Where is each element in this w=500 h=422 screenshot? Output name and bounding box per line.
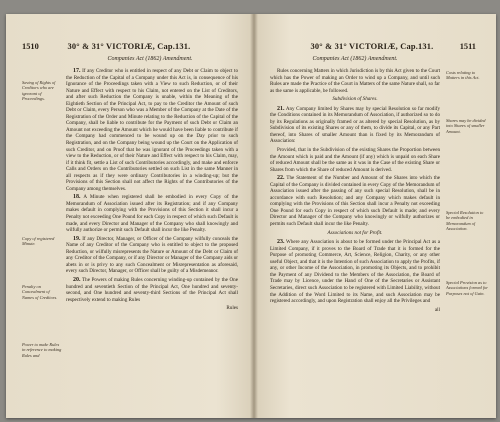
section-18: 18. A Minute when registered shall be embodied in every Copy of the Memorandum of Association issued after its Registration; and if any Company makes default in complying with the Provisions of this Section it shall incur a Penalty not exceeding One Pound for each Copy in respect of which such Default is made, and every Director and Manager of the Company who shall knowingly and wilfully authorize or permit such Default shall incur the like Penalty.: [66, 194, 238, 234]
left-page: [6, 14, 254, 418]
section-17: 17. If any Creditor who is entitled in respect of any Debt or Claim to object to the Reduction of the Capital of a Company under this Act is, in consequence of his Ignorance of the Proceedings taken with a View to such Reduction, or of their Nature and Effect with respect to his Claim, not entered on the List of Creditors, and after such Reduction the Company is unable, within the Meaning of the Eightieth Section of the Principal Act, to pay to the Creditor the Amount of such Debt or Claim, every Person who was a Member of the Company at the Date of the Registration of the Order and Minute relating to the Reduction of the Capital of the Company, shall be liable to contribute for the Payment of such Debt or Claim an Amount not exceeding the Amount which he would have been liable to contribute if the Company had commenced to be wound up on the Day prior to such Registration, and on the Company being wound up the Court on the Application of such Creditor, and on Proof that he was ignorant of the Proceedings taken with a view to the Reduction, or of their Nature and Effect with respect to his Claim, may, if it think fit, settle a List of such Contributories accordingly, and make and enforce Calls and Orders on the Contributories settled on such List in the same Manner in all respects as if they were ordinary Contributories in a winding-up; but the Provisions of this Section shall not affect the Rights of the Contributories of the Company among themselves.: [66, 68, 238, 192]
open-book: [6, 14, 496, 418]
left-body-text: [66, 68, 238, 312]
subheading-subdivision: Subdivision of Shares.: [332, 96, 378, 103]
left-catchword: Rules: [226, 305, 238, 312]
right-subtitle: Companies Act (1862) Amendment.: [312, 56, 398, 62]
right-running-head: [268, 40, 476, 54]
margin-note-special-resolution: Special Resolution to be embodied in Memorandum of Association.: [446, 210, 484, 231]
margin-note-power-rules: Power to make Rules in reference to making Rules and: [22, 342, 62, 358]
right-page: [254, 14, 496, 418]
margin-note-saving-rights: Saving of Rights of Creditors who are ignorant of Proceedings.: [22, 80, 56, 101]
right-intro: Rules concerning Matters in which Jurisdiction is by this Act given to the Court which has the Power of making an Order to wind up a Company, and until such Rules are made the Practice of the Court in Matters of the same Nature shall, so far as the same is applicable, be followed.: [270, 68, 440, 94]
section-23: 23. Where any Association is about to be formed under the Principal Act as a Limited Company, if it proves to the Board of Trade that it is formed for the Purpose of promoting Commerce, Art, Science, Religion, Charity, or any other useful Object, and that it is the Intention of such Association to apply the Profits, if any, or other Income of the Association, in promoting its Objects, and to prohibit the Payment of any Dividend to the Members of the Association, the Board of Trade may by Licence, under the Hand of One of the Secretaries or Assistant Secretaries, direct such Association to be registered with Limited Liability, without the Addition of the Word Limited to its Name, and such Association may be registered accordingly, and upon Registration shall enjoy all the Privileges and: [270, 239, 440, 305]
margin-note-penalty-concealment: Penalty on Concealment of Names of Creditors.: [22, 284, 58, 300]
right-running-title: 30° & 31° VICTORIÆ, Cap.131.: [310, 42, 434, 51]
section-20: 20. The Powers of making Rules concerning winding-up contained by the One hundred and seventieth Section of the Principal Act, One hundred and seventy-second, and One hundred and seventy-third Sections of the Principal Act shall respectively extend to making Rules: [66, 276, 238, 303]
section-21-proviso: Provided, that in the Subdivision of the existing Shares the Proportion between the Amount which is paid and the Amount (if any) which is unpaid on each Share of reduced Amount shall be the same as it was in the Case of the existing Share or Shares from which the Share of reduced Amount is derived.: [270, 147, 440, 173]
subheading-associations: Associations not for Profit.: [327, 229, 383, 236]
margin-note-copy-minute: Copy of registered Minute.: [22, 236, 55, 247]
section-21: 21. Any Company limited by Shares may by special Resolution so far modify the Conditions contained in its Memorandum of Association, if authorized so to do by its Regulations as originally framed or as altered by special Resolution, as by Subdivision of its existing Shares or any of them, to divide its Capital, or any Part thereof, into Shares of smaller Amount than is fixed by its Memorandum of Association:: [270, 105, 440, 145]
book-gutter: [250, 14, 258, 418]
right-body-text: [270, 68, 440, 313]
section-19: 19. If any Director, Manager, or Officer of the Company wilfully conceals the Name of any Creditor of the Company who is entitled to object to the proposed Reduction, or wilfully misrepresents the Nature or Amount of the Debt or Claim of any Creditor of the Company, or if any Director or Manager of the Company aids or abets in or is privy to any such Concealment or Misrepresentation as aforesaid, every such Director, Manager, or Officer shall be guilty of a Misdemeanor.: [66, 235, 238, 275]
section-22: 22. The Statement of the Number and Amount of the Shares into which the Capital of the Company is divided contained in every Copy of the Memorandum of Association issued after the passing of any such special Resolution, shall be in accordance with such Resolution; and any Company which makes default in complying with the Provisions of this Section shall incur a Penalty not exceeding One Pound for each Copy in respect of which such Default is made; and every Director and Manager of the Company who knowingly or wilfully authorizes or permits such Default shall incur the like Penalty.: [270, 175, 440, 228]
right-catchword: all: [434, 306, 440, 313]
margin-note-costs: Costs relating to Matters in this Act.: [446, 70, 480, 81]
left-page-number: 1510: [22, 42, 39, 51]
right-page-number: 1511: [459, 42, 476, 51]
left-running-head: [22, 40, 236, 54]
margin-note-associations: Special Provision as to Associations formed for Purposes not of Gain.: [446, 280, 488, 296]
margin-note-shares-divided: Shares may be divided into Shares of smaller Amount.: [446, 118, 486, 134]
left-subtitle: Companies Act (1862) Amendment.: [107, 56, 193, 62]
left-running-title: 30° & 31° VICTORIÆ, Cap.131.: [67, 42, 191, 51]
